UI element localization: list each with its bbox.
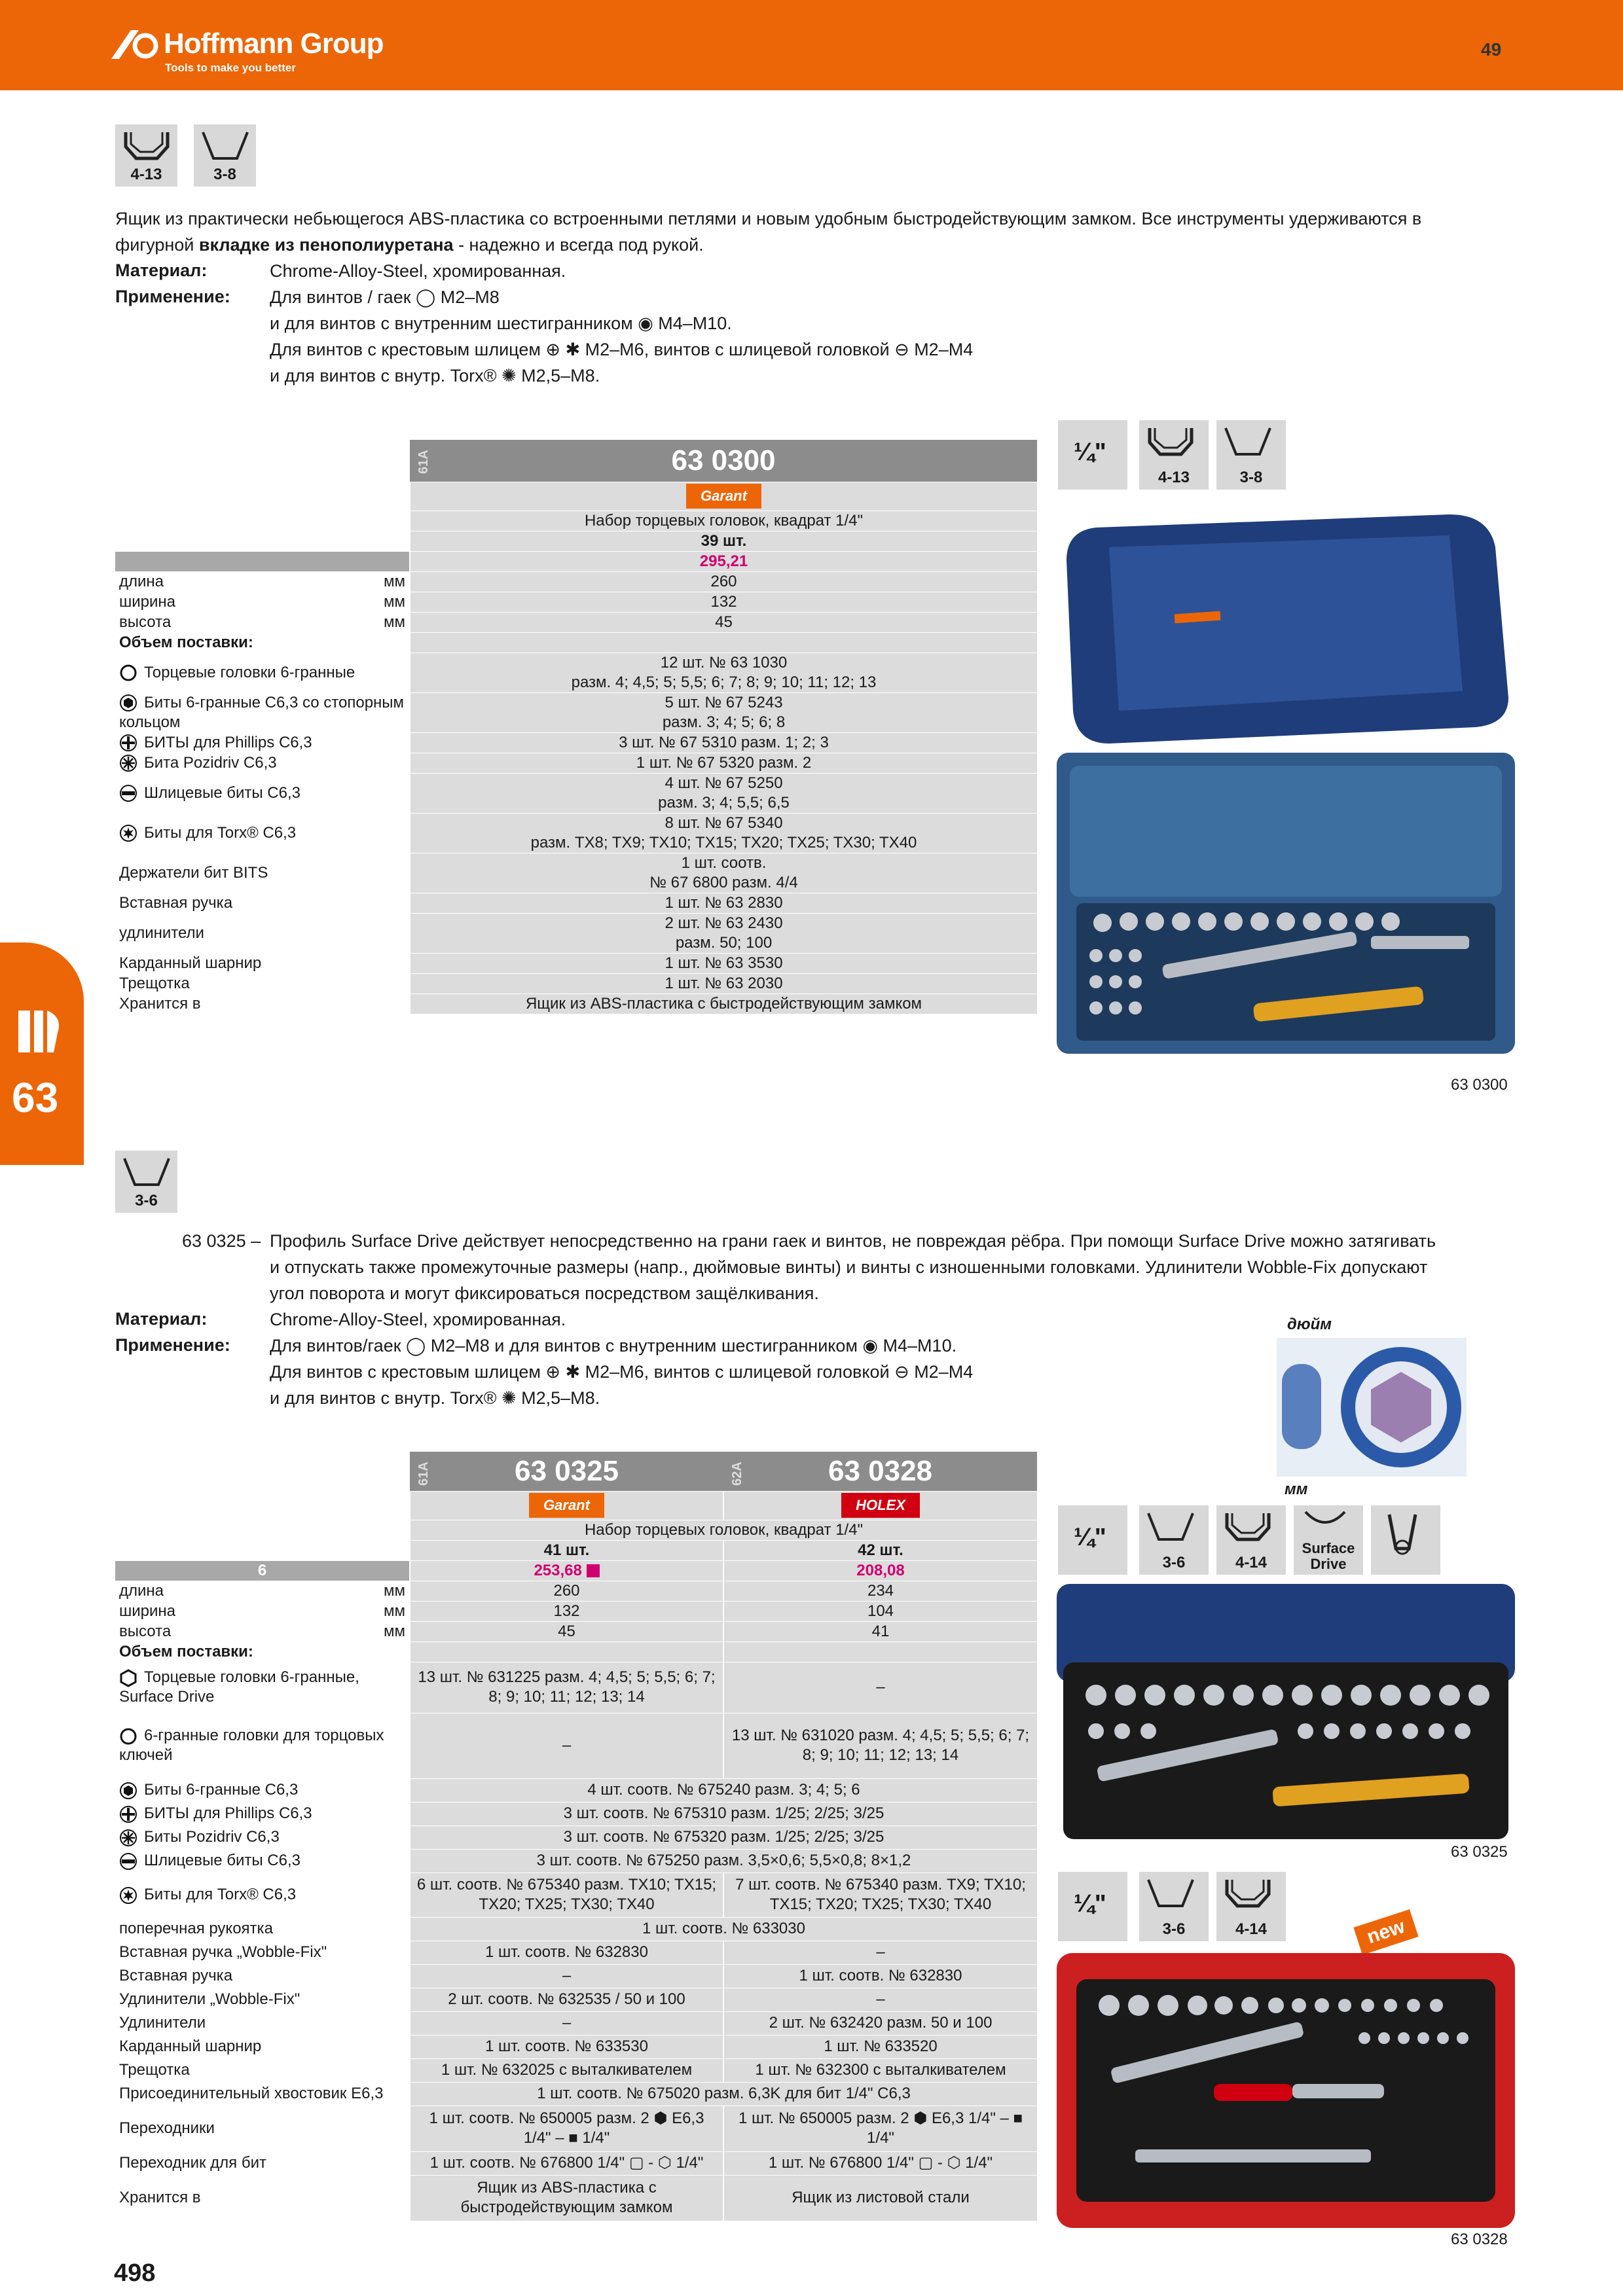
table-row: Биты для Torx® C6,3 8 шт. № 67 5340 разм. TX8; TX9; TX10; TX15; TX20; TX25; TX30; TX40 xyxy=(115,813,1037,853)
table-row: Шлицевые биты C6,3 3 шт. соотв. № 675250 разм. 3,5×0,6; 5,5×0,8; 8×1,2 xyxy=(115,1849,1037,1873)
slotted-icon xyxy=(119,784,137,802)
price: 295,21 xyxy=(410,551,1037,571)
torx-icon xyxy=(119,1886,137,1905)
brand-badge-holex: HOLEX xyxy=(723,1491,1037,1520)
hex-bit-icon xyxy=(119,1782,137,1800)
table-row: поперечная рукоятка 1 шт. соотв. № 633030 xyxy=(115,1917,1037,1941)
table-row: Биты 6-гранные C6,3 со стопорным кольцом 5 шт. № 67 5243 разм. 3; 4; 5; 6; 8 xyxy=(115,692,1037,732)
profile-3-6: 3-6 xyxy=(115,1151,177,1213)
scope-title: Объем поставки: xyxy=(115,632,410,653)
hex-bit-icon xyxy=(119,694,137,712)
pozidriv-icon xyxy=(119,754,137,772)
table-row: Вставная ручка „Wobble-Fix" 1 шт. соотв. № 632830 – xyxy=(115,1941,1037,1964)
table-row: Присоединительный хвостовик E6,3 1 шт. соотв. № 675020 разм. 6,3K для бит 1/4" C6,3 xyxy=(115,2082,1037,2106)
profile-3-8: 3-8 xyxy=(194,124,256,187)
price-marker-icon xyxy=(587,1564,600,1577)
spec-table-63-0300: 61A 63 0300 Garant Набор торцевых головок, квадрат 1/4" 39 шт. 295,21 длина мм 260 ширина мм 132 высота мм 45 Объем поставки: Торцевые головки 6-гранные 12 шт. № 63 1030 разм. 4; 4,5; 5; 5,5; 6; 7; 8; 9; 10; 11; 12; 13 Биты 6-гранные C6,3 со стопорным кольцом 5 шт. № 67 5243 разм. 3; 4; 5; 6; 8 БИТЫ для Phillips C6,3 3 шт. № 67 5310 разм. 1; 2; 3 Бита Pozidriv C6,3 1 шт. № 67 5320 разм. 2 Шлицевые биты C6,3 4 шт. № 67 5250 разм. 3; 4; 5,5; 6,5 Биты для Torx® C6,3 8 шт. № 67 5340 разм. TX8; TX9; TX10; TX15; TX20; TX25; TX30; TX40 Держатели бит BITS 1 шт. соотв. № 67 6800 разм. 4/4 Вставная ручка 1 шт. № 63 2830 удлинители 2 шт. № 63 2430 разм. 50; 100 Карданный шарнир 1 шт. № 63 3530 Трещотка 1 шт. № 63 2030 Хранится в Ящик из ABS-пластика с быстродействующим замком xyxy=(115,440,1037,1014)
brand-badge: Garant xyxy=(410,482,1037,511)
table-row: Трещотка 1 шт. № 63 2030 xyxy=(115,973,1037,994)
torx-icon xyxy=(119,824,137,842)
hoffmann-logo-icon xyxy=(111,26,158,60)
table-row: Удлинители „Wobble-Fix" 2 шт. соотв. № 632535 / 50 и 100 – xyxy=(115,1988,1037,2011)
new-badge: new xyxy=(1353,1909,1418,1955)
table-row: Вставная ручка 1 шт. № 63 2830 xyxy=(115,893,1037,913)
price-2: 208,08 xyxy=(723,1560,1037,1581)
table-row: удлинители 2 шт. № 63 2430 разм. 50; 100 xyxy=(115,913,1037,953)
closed-case-photo xyxy=(1057,501,1515,750)
table-row: Торцевые головки 6-гранные 12 шт. № 63 1030 разм. 4; 4,5; 5; 5,5; 6; 7; 8; 9; 10; 11; 12; 13 xyxy=(115,653,1037,692)
page-number-bottom: 498 xyxy=(114,2259,156,2287)
profile-4-13: 4-13 xyxy=(115,124,177,187)
article-number-1: 61A 63 0325 xyxy=(410,1452,723,1491)
table-row: Бита Pozidriv C6,3 1 шт. № 67 5320 разм. 2 xyxy=(115,753,1037,773)
trapezoid-profile-icon xyxy=(199,128,251,165)
section2-code: 63 0325 – xyxy=(182,1231,261,1251)
table-row: Биты 6-гранные C6,3 4 шт. соотв. № 675240 разм. 3; 4; 5; 6 xyxy=(115,1778,1037,1802)
profile-3-6-b: 3-6 xyxy=(1139,1505,1209,1575)
surface-drive-diagram xyxy=(1277,1338,1467,1477)
material-value-2: Chrome-Alloy-Steel, хромированная. xyxy=(270,1310,566,1329)
profile-4-14-c: 4-14 xyxy=(1216,1872,1286,1941)
hex-socket-profile-icon xyxy=(120,128,173,165)
photo3-caption: 63 0328 xyxy=(1451,2231,1508,2248)
profile-4-14: 4-14 xyxy=(1216,1505,1286,1575)
product-name-2: Набор торцевых головок, квадрат 1/4" xyxy=(410,1520,1037,1540)
section2-description: Профиль Surface Drive действует непосредственно на грани гаек и винтов, не повреждая рёбра. При помощи Surface Drive можно затягивать и отпускать также промежуточные размеры (напр., дюймовые винты) и винты с изношенными головками. Удлинители Wobble-Fix допускают угол поворота и могут фиксироваться посредством защёлкивания. xyxy=(270,1231,1436,1303)
profile-surface-drive: Surface Drive xyxy=(1294,1505,1363,1575)
table-row: БИТЫ для Phillips C6,3 3 шт. № 67 5310 разм. 1; 2; 3 xyxy=(115,732,1037,753)
scope-title-2: Объем поставки: xyxy=(115,1641,410,1662)
table-row: Хранится в Ящик из ABS-пластика с быстродействующим замком xyxy=(115,994,1037,1014)
table-row: Хранится в Ящик из ABS-пластика с быстродействующим замком Ящик из листовой стали xyxy=(115,2175,1037,2221)
wobble-extension-icon xyxy=(1376,1509,1429,1562)
diagram-label-inch: дюйм xyxy=(1287,1316,1332,1333)
table-row: Торцевые головки 6-гранные, Surface Drive 13 шт. № 631225 разм. 4; 4,5; 5; 5,5; 6; 7; 8; 9; 10; 11; 12; 13; 14 – xyxy=(115,1662,1037,1713)
hex-socket-profile-icon xyxy=(1222,1876,1274,1912)
profile-3-8-b: 3-8 xyxy=(1216,420,1286,490)
table-row: Биты Pozidriv C6,3 3 шт. соотв. № 675320 разм. 1/25; 2/25; 3/25 xyxy=(115,1825,1037,1849)
price-1: 253,68 xyxy=(410,1560,723,1581)
table-row: Трещотка 1 шт. № 632025 с выталкивателем 1 шт. № 632300 с выталкивателем xyxy=(115,2058,1037,2082)
phillips-icon xyxy=(119,1805,137,1823)
surface-drive-socket-icon xyxy=(119,1669,137,1687)
profile-4-13-b: 4-13 xyxy=(1139,420,1209,490)
article-number-2: 62A 63 0328 xyxy=(723,1452,1037,1491)
hex-socket-profile-icon xyxy=(1222,1509,1274,1546)
table-row: БИТЫ для Phillips C6,3 3 шт. соотв. № 675310 разм. 1/25; 2/25; 3/25 xyxy=(115,1802,1037,1825)
photo2-caption: 63 0325 xyxy=(1451,1843,1508,1861)
hex-socket-icon xyxy=(119,664,137,682)
brand-badge-garant: Garant xyxy=(410,1491,723,1520)
table-row: Вставная ручка – 1 шт. соотв. № 632830 xyxy=(115,1964,1037,1988)
phillips-icon xyxy=(119,734,137,752)
material-value: Chrome-Alloy-Steel, хромированная. xyxy=(270,261,566,281)
profile-3-6-c: 3-6 xyxy=(1139,1872,1209,1941)
drive-size-1: ¼" xyxy=(1058,420,1127,490)
brand-tagline: Tools to make you better xyxy=(165,62,296,74)
application-text: Для винтов / гаек ◯ M2–M8 и для винтов с внутренним шестигранником ◉ M4–M10. Для винтов с крестовым шлицем ⊕ ✱ M2–M6, винтов с шлицевой головкой ⊖ M2–M4 и для винтов с внутр. Torx® ✺ M2,5–M8. xyxy=(270,287,974,386)
drive-size-3: ¼" xyxy=(1058,1872,1127,1941)
table-row: Удлинители – 2 шт. № 632420 разм. 50 и 100 xyxy=(115,2011,1037,2035)
drive-size-2: ¼" xyxy=(1058,1505,1127,1575)
section1-description: Ящик из практически небьющегося ABS-пластика со встроенными петлями и новым удобным быстродействующим замком. Все инструменты удерживаются в фигурной вкладке из пенополиуретана - надежно и всегда под рукой. xyxy=(115,209,1422,255)
table-row: Биты для Torx® C6,3 6 шт. соотв. № 675340 разм. TX10; TX15; TX20; TX25; TX30; TX40 7 шт. соотв. № 675340 разм. TX9; TX10; TX15; TX20; TX25; TX30; TX40 xyxy=(115,1873,1037,1917)
profile-wobble xyxy=(1371,1505,1440,1575)
holex-open-case-photo xyxy=(1057,1953,1515,2228)
application-label: Применение: xyxy=(115,287,230,306)
photo1-caption: 63 0300 xyxy=(1451,1076,1508,1094)
language-code: RUE xyxy=(1571,30,1584,54)
material-label: Материал: xyxy=(115,260,208,280)
trapezoid-profile-icon xyxy=(1144,1509,1197,1546)
trapezoid-profile-icon xyxy=(1144,1876,1197,1912)
spec-table-63-0325-0328: 61A 63 0325 62A 63 0328 Garant HOLEX Набор торцевых головок, квадрат 1/4" 41 шт. 42 шт. 6 253,68 208,08 длина мм 260 234 ширина мм 132 104 высота мм 45 41 Объем поставки: Торцевые головки 6-гранные, Surface Drive 13 шт. № 631225 разм. 4; 4,5; 5; 5,5; 6; 7; 8; 9; 10; 11; 12; 13; 14 – 6-гранные головки для торцовых ключей – 13 шт. № 631020 разм. 4; 4,5; 5; 5,5; 6; 7; 8; 9; 10; 11; 12; 13; 14 Биты 6-гранные C6,3 4 шт. соотв. № 675240 разм. 3; 4; 5; 6 БИТЫ для Phillips C6,3 3 шт. соотв. № 675310 разм. 1/25; 2/25; 3/25 Биты Pozidriv C6,3 3 шт. соотв. № 675320 разм. 1/25; 2/25; 3/25 Шлицевые биты C6,3 3 шт. соотв. № 675250 разм. 3,5×0,6; 5,5×0,8; 8×1,2 Биты для Torx® C6,3 6 шт. соотв. № 675340 разм. TX10; TX15; TX20; TX25; TX30; TX40 7 шт. соотв. № 675340 разм. TX9; TX10; TX15; TX20; TX25; TX30; TX40 поперечная рукоятка 1 шт. соотв. № 633030 Вставная ручка „Wobble-Fix" 1 шт. соотв. № 632830 – Вставная ручка – 1 шт. соотв. № 632830 Удлинители „Wobble-Fix" 2 шт. соотв. № 632535 / 50 и 100 – Удлинители – 2 шт. № 632420 разм. 50 и 100 Карданный шарнир 1 шт. соотв. № 633530 1 шт. № 633520 Трещотка 1 шт. № 632025 с выталкивателем 1 шт. № 632300 с выталкивателем Присоединительный хвостовик E6,3 1 шт. соотв. № 675020 разм. 6,3K для бит 1/4" C6,3 Переходники 1 шт. соотв. № 650005 разм. 2 ⬢ E6,3 1/4" – ■ 1/4" 1 шт. № 650005 разм. 2 ⬢ E6,3 1/4" – ■ 1/4" Переходник для бит 1 шт. соотв. № 676800 1/4" ▢ - ⬡ 1/4" 1 шт. № 676800 1/4" ▢ - ⬡ 1/4" Хранится в Ящик из ABS-пластика с быстродействующим замком Ящик из листовой стали xyxy=(115,1452,1037,2221)
application-label-2: Применение: xyxy=(115,1335,230,1355)
trapezoid-profile-icon xyxy=(120,1155,173,1191)
pozidriv-icon xyxy=(119,1829,137,1847)
application-text-2: Для винтов/гаек ◯ M2–M8 и для винтов с внутренним шестигранником ◉ M4–M10. Для винтов с крестовым шлицем ⊕ ✱ M2–M6, винтов с шлицевой головкой ⊖ M2–M4 и для винтов с внутр. Torx® ✺ M2,5–M8. xyxy=(270,1336,974,1408)
article-number: 61A 63 0300 xyxy=(410,440,1037,482)
table-row: Переходник для бит 1 шт. соотв. № 676800 1/4" ▢ - ⬡ 1/4" 1 шт. № 676800 1/4" ▢ - ⬡ 1/4" xyxy=(115,2151,1037,2175)
wrench-tools-icon xyxy=(14,1004,65,1056)
page-number-top: 49 xyxy=(1481,39,1502,60)
garant-open-case-photo xyxy=(1057,1584,1515,1839)
diagram-label-mm: мм xyxy=(1285,1480,1308,1498)
hex-socket-icon xyxy=(119,1727,137,1746)
hex-socket-profile-icon xyxy=(1144,424,1197,461)
open-case-photo xyxy=(1057,753,1515,1054)
surface-drive-profile-icon xyxy=(1299,1509,1351,1535)
table-row: Карданный шарнир 1 шт. № 63 3530 xyxy=(115,953,1037,973)
chapter-number: 63 xyxy=(12,1074,59,1121)
table-row: Держатели бит BITS 1 шт. соотв. № 67 6800 разм. 4/4 xyxy=(115,853,1037,893)
material-label-2: Материал: xyxy=(115,1309,208,1329)
trapezoid-profile-icon xyxy=(1222,424,1274,461)
product-name: Набор торцевых головок, квадрат 1/4" xyxy=(410,511,1037,531)
brand-name: Hoffmann Group xyxy=(164,27,384,60)
table-row: Шлицевые биты C6,3 4 шт. № 67 5250 разм. 3; 4; 5,5; 6,5 xyxy=(115,773,1037,813)
slotted-icon xyxy=(119,1852,137,1871)
table-row: 6-гранные головки для торцовых ключей – 13 шт. № 631020 разм. 4; 4,5; 5; 5,5; 6; 7; 8; 9; 10; 11; 12; 13; 14 xyxy=(115,1713,1037,1778)
table-row: Переходники 1 шт. соотв. № 650005 разм. 2 ⬢ E6,3 1/4" – ■ 1/4" 1 шт. № 650005 разм. 2 ⬢ E6,3 1/4" – ■ 1/4" xyxy=(115,2106,1037,2151)
table-row: Карданный шарнир 1 шт. соотв. № 633530 1 шт. № 633520 xyxy=(115,2035,1037,2058)
piece-count: 39 шт. xyxy=(410,531,1037,551)
